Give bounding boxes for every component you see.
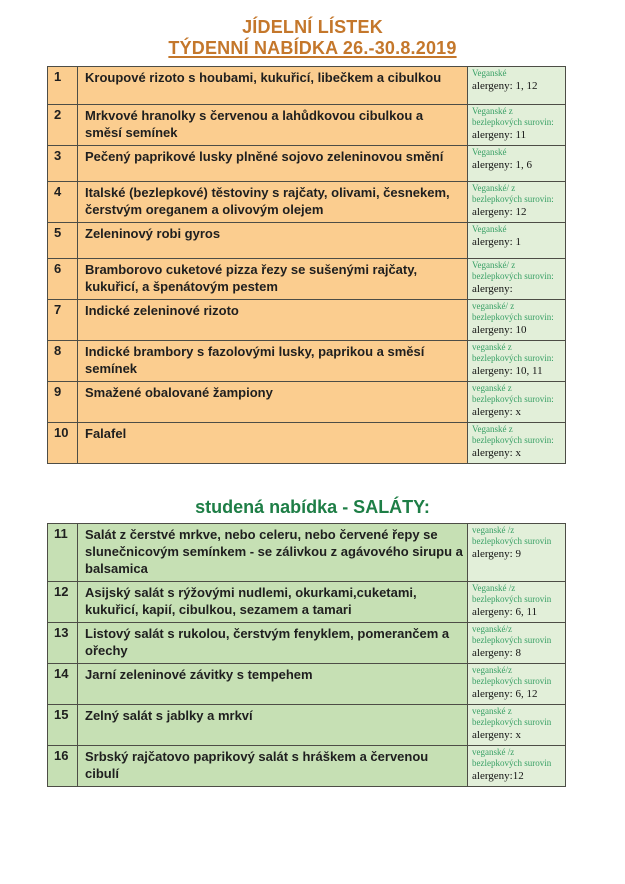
vegan-label: veganské/ z bezlepkových surovin: <box>472 301 554 322</box>
menu-item-number: 16 <box>48 746 78 787</box>
vegan-label: veganské z bezlepkových surovin: <box>472 383 554 404</box>
table-row <box>48 223 566 259</box>
vegan-label: veganské/z bezlepkových surovin <box>472 624 552 645</box>
table-row <box>48 423 566 464</box>
allergens-label: alergeny: 10, 11 <box>472 365 543 377</box>
allergens-label: alergeny: x <box>472 729 521 741</box>
menu-item-number: 2 <box>48 105 78 146</box>
menu-item-info <box>468 223 566 259</box>
vegan-label: veganské/z bezlepkových surovin <box>472 665 552 686</box>
menu-item-info <box>468 623 566 664</box>
allergens-label: alergeny: 12 <box>472 206 527 218</box>
menu-item-number: 3 <box>48 146 78 182</box>
table-row <box>48 705 566 746</box>
table-row <box>48 105 566 146</box>
table-row <box>48 582 566 623</box>
allergens-label: alergeny: 6, 11 <box>472 606 538 618</box>
vegan-label: Veganské /z bezlepkových surovin <box>472 583 552 604</box>
menu-item-info <box>468 341 566 382</box>
table-row <box>48 382 566 423</box>
table-row <box>48 182 566 223</box>
menu-item-description: Indické brambory s fazolovými lusky, paprikou a směsí semínek <box>78 341 468 382</box>
menu-item-description: Pečený paprikové lusky plněné sojovo zeleninovou smění <box>78 146 468 182</box>
menu-item-info <box>468 705 566 746</box>
menu-item-info <box>468 582 566 623</box>
menu-item-number: 14 <box>48 664 78 705</box>
menu-item-description: Italské (bezlepkové) těstoviny s rajčaty, olivami, česnekem, čerstvým oreganem a olivovým olejem <box>78 182 468 223</box>
menu-item-info <box>468 105 566 146</box>
menu-item-number: 4 <box>48 182 78 223</box>
allergens-label: alergeny: 1, 6 <box>472 159 532 171</box>
vegan-label: Veganské z bezlepkových surovin: <box>472 424 554 445</box>
menu-item-description: Jarní zeleninové závitky s tempehem <box>78 664 468 705</box>
menu-item-info <box>468 746 566 787</box>
menu-item-description: Zeleninový robi gyros <box>78 223 468 259</box>
vegan-label: veganské /z bezlepkových surovin <box>472 525 552 546</box>
vegan-label: Veganské z bezlepkových surovin: <box>472 106 554 127</box>
allergens-label: alergeny:12 <box>472 770 524 782</box>
table-row <box>48 746 566 787</box>
table-row <box>48 623 566 664</box>
vegan-label: veganské /z bezlepkových surovin <box>472 747 552 768</box>
vegan-label: Veganské <box>472 68 507 78</box>
table-row <box>48 524 566 582</box>
menu-item-number: 5 <box>48 223 78 259</box>
menu-item-number: 13 <box>48 623 78 664</box>
menu-item-number: 11 <box>48 524 78 582</box>
menu-item-number: 12 <box>48 582 78 623</box>
table-row <box>48 259 566 300</box>
table-row <box>48 664 566 705</box>
vegan-label: Veganské <box>472 224 507 234</box>
allergens-label: alergeny: <box>472 283 513 295</box>
allergens-label: alergeny: 9 <box>472 548 521 560</box>
section-title-salads: studená nabídka - SALÁTY: <box>195 497 430 517</box>
menu-item-number: 6 <box>48 259 78 300</box>
page-subtitle: TÝDENNÍ NABÍDKA 26.-30.8.2019 <box>168 38 457 58</box>
menu-item-info <box>468 300 566 341</box>
menu-item-number: 8 <box>48 341 78 382</box>
vegan-label: Veganské/ z bezlepkových surovin: <box>472 260 554 281</box>
vegan-label: Veganské/ z bezlepkových surovin: <box>472 183 554 204</box>
allergens-label: alergeny: x <box>472 406 521 418</box>
menu-item-number: 15 <box>48 705 78 746</box>
menu-item-description: Bramborovo cuketové pizza řezy se sušenými rajčaty, kukuřicí, a špenátovým pestem <box>78 259 468 300</box>
menu-item-info <box>468 423 566 464</box>
vegan-label: Veganské <box>472 147 507 157</box>
allergens-label: alergeny: 6, 12 <box>472 688 538 700</box>
menu-item-description: Falafel <box>78 423 468 464</box>
table-row <box>48 146 566 182</box>
menu-item-description: Listový salát s rukolou, čerstvým fenyklem, pomerančem a ořechy <box>78 623 468 664</box>
menu-item-info <box>468 182 566 223</box>
menu-item-description: Smažené obalované žampiony <box>78 382 468 423</box>
menu-item-description: Zelný salát s jablky a mrkví <box>78 705 468 746</box>
menu-item-description: Salát z čerstvé mrkve, nebo celeru, nebo červené řepy se slunečnicovým semínkem - se zálivkou z agávového sirupu a balsamica <box>78 524 468 582</box>
table-row <box>48 341 566 382</box>
menu-item-number: 1 <box>48 67 78 105</box>
menu-item-number: 9 <box>48 382 78 423</box>
allergens-label: alergeny: 10 <box>472 324 527 336</box>
weekly-menu-table <box>47 66 566 464</box>
menu-item-info <box>468 67 566 105</box>
menu-item-info <box>468 524 566 582</box>
menu-item-description: Asijský salát s rýžovými nudlemi, okurkami,cuketami, kukuřicí, kapií, cibulkou, sezamem a tamari <box>78 582 468 623</box>
menu-item-number: 7 <box>48 300 78 341</box>
table-row <box>48 67 566 105</box>
allergens-label: alergeny: x <box>472 447 521 459</box>
menu-item-description: Indické zeleninové rizoto <box>78 300 468 341</box>
salads-menu-table <box>47 523 566 787</box>
menu-item-info <box>468 664 566 705</box>
menu-item-description: Kroupové rizoto s houbami, kukuřicí, libečkem a cibulkou <box>78 67 468 105</box>
vegan-label: veganské z bezlepkových surovin <box>472 706 552 727</box>
vegan-label: veganské z bezlepkových surovin: <box>472 342 554 363</box>
menu-item-info <box>468 146 566 182</box>
allergens-label: alergeny: 11 <box>472 129 527 141</box>
menu-item-number: 10 <box>48 423 78 464</box>
allergens-label: alergeny: 1, 12 <box>472 80 538 92</box>
menu-item-info <box>468 382 566 423</box>
allergens-label: alergeny: 8 <box>472 647 521 659</box>
page-title: JÍDELNÍ LÍSTEK <box>242 17 383 37</box>
menu-item-description: Srbský rajčatovo paprikový salát s hráškem a červenou cibulí <box>78 746 468 787</box>
menu-item-info <box>468 259 566 300</box>
table-row <box>48 300 566 341</box>
allergens-label: alergeny: 1 <box>472 236 521 248</box>
menu-item-description: Mrkvové hranolky s červenou a lahůdkovou cibulkou a směsí semínek <box>78 105 468 146</box>
